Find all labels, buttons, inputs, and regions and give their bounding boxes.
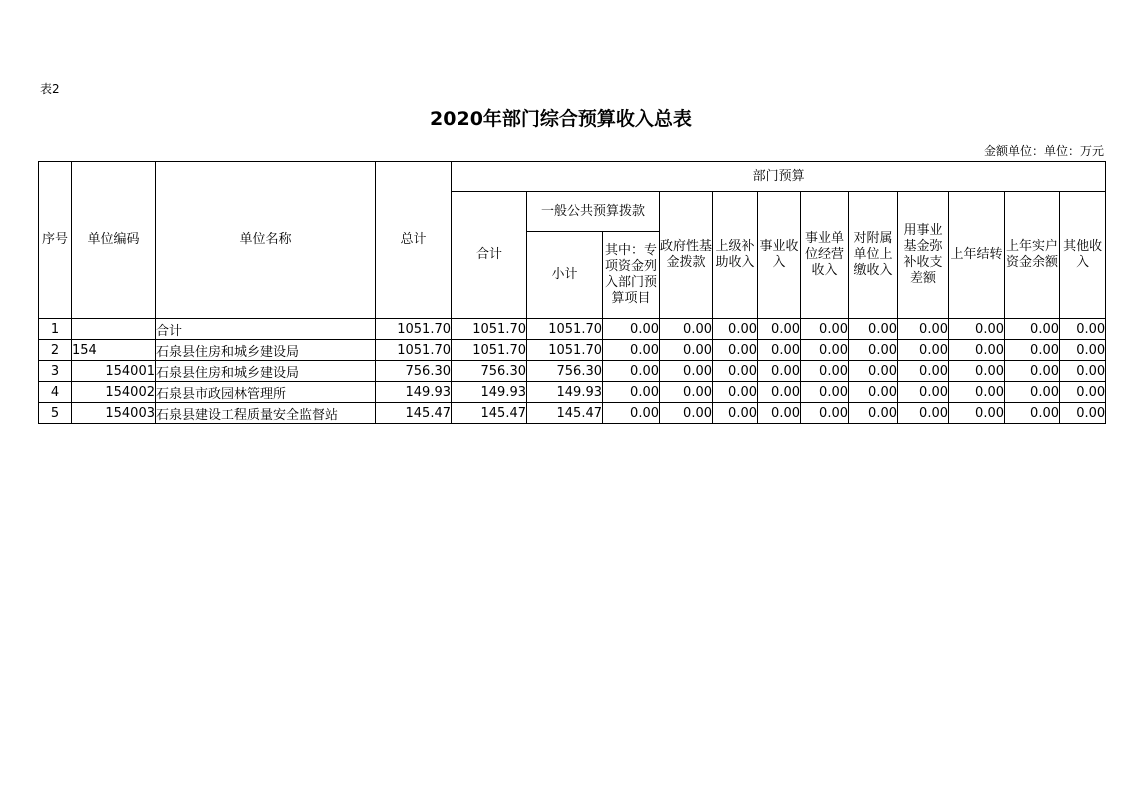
row-business: 0.00 [758, 361, 801, 382]
row-gov-fund: 0.00 [660, 403, 713, 424]
row-name: 石泉县住房和城乡建设局 [156, 340, 376, 361]
row-gov-fund: 0.00 [660, 382, 713, 403]
row-total: 149.93 [376, 382, 452, 403]
row-total: 145.47 [376, 403, 452, 424]
row-total: 1051.70 [376, 340, 452, 361]
header-general-public: 一般公共预算拨款 [527, 192, 660, 232]
row-seq: 3 [39, 361, 72, 382]
table-row [39, 319, 1106, 340]
header-seq: 序号 [39, 162, 72, 319]
row-business: 0.00 [758, 382, 801, 403]
table-row [39, 361, 1106, 382]
row-other: 0.00 [1060, 382, 1106, 403]
header-gov-fund: 政府性基金拨款 [660, 192, 713, 319]
row-upper: 0.00 [713, 382, 758, 403]
row-biz-unit: 0.00 [801, 403, 849, 424]
row-sum: 1051.70 [452, 319, 527, 340]
row-biz-unit: 0.00 [801, 361, 849, 382]
row-upper: 0.00 [713, 340, 758, 361]
row-small: 756.30 [527, 361, 603, 382]
row-balance: 0.00 [1005, 382, 1060, 403]
row-special: 0.00 [603, 319, 660, 340]
row-sum: 756.30 [452, 361, 527, 382]
budget-income-table [38, 161, 1106, 424]
row-code: 154003 [72, 403, 156, 424]
row-small: 149.93 [527, 382, 603, 403]
row-code [72, 319, 156, 340]
unit-note: 金额单位：单位：万元 [983, 144, 1104, 158]
row-biz-unit: 0.00 [801, 319, 849, 340]
header-last-year-carry: 上年结转 [949, 192, 1005, 319]
row-seq: 1 [39, 319, 72, 340]
row-biz-unit: 0.00 [801, 382, 849, 403]
header-business-income: 事业收入 [758, 192, 801, 319]
row-special: 0.00 [603, 403, 660, 424]
row-other: 0.00 [1060, 403, 1106, 424]
row-total: 1051.70 [376, 319, 452, 340]
row-business: 0.00 [758, 319, 801, 340]
row-upper: 0.00 [713, 361, 758, 382]
table-row [39, 340, 1106, 361]
row-affiliated: 0.00 [849, 403, 898, 424]
table-row [39, 403, 1106, 424]
row-other: 0.00 [1060, 340, 1106, 361]
row-name: 石泉县市政园林管理所 [156, 382, 376, 403]
row-affiliated: 0.00 [849, 382, 898, 403]
row-other: 0.00 [1060, 319, 1106, 340]
header-total: 总计 [376, 162, 452, 319]
row-fund-makeup: 0.00 [898, 382, 949, 403]
row-balance: 0.00 [1005, 319, 1060, 340]
row-business: 0.00 [758, 340, 801, 361]
header-unit-name: 单位名称 [156, 162, 376, 319]
row-total: 756.30 [376, 361, 452, 382]
table-label: 表2 [40, 82, 60, 96]
row-name: 合计 [156, 319, 376, 340]
table-row [39, 382, 1106, 403]
row-gov-fund: 0.00 [660, 361, 713, 382]
header-unit-code: 单位编码 [72, 162, 156, 319]
row-affiliated: 0.00 [849, 361, 898, 382]
row-upper: 0.00 [713, 319, 758, 340]
row-upper: 0.00 [713, 403, 758, 424]
row-business: 0.00 [758, 403, 801, 424]
row-fund-makeup: 0.00 [898, 319, 949, 340]
header-business-unit-income: 事业单位经营收入 [801, 192, 849, 319]
row-carry: 0.00 [949, 319, 1005, 340]
header-special-items: 其中：专项资金列入部门预算项目 [603, 232, 660, 319]
row-fund-makeup: 0.00 [898, 340, 949, 361]
row-seq: 4 [39, 382, 72, 403]
page-title: 2020年部门综合预算收入总表 [430, 108, 692, 130]
row-carry: 0.00 [949, 361, 1005, 382]
row-code: 154002 [72, 382, 156, 403]
row-balance: 0.00 [1005, 361, 1060, 382]
row-affiliated: 0.00 [849, 340, 898, 361]
row-carry: 0.00 [949, 340, 1005, 361]
row-special: 0.00 [603, 361, 660, 382]
row-seq: 5 [39, 403, 72, 424]
row-seq: 2 [39, 340, 72, 361]
header-small-total: 小计 [527, 232, 603, 319]
row-sum: 149.93 [452, 382, 527, 403]
row-sum: 145.47 [452, 403, 527, 424]
row-name: 石泉县建设工程质量安全监督站 [156, 403, 376, 424]
row-affiliated: 0.00 [849, 319, 898, 340]
row-name: 石泉县住房和城乡建设局 [156, 361, 376, 382]
row-fund-makeup: 0.00 [898, 361, 949, 382]
header-affiliated-income: 对附属单位上缴收入 [849, 192, 898, 319]
row-special: 0.00 [603, 340, 660, 361]
row-small: 1051.70 [527, 340, 603, 361]
row-carry: 0.00 [949, 382, 1005, 403]
header-sum: 合计 [452, 192, 527, 319]
row-balance: 0.00 [1005, 340, 1060, 361]
row-biz-unit: 0.00 [801, 340, 849, 361]
row-code: 154001 [72, 361, 156, 382]
row-gov-fund: 0.00 [660, 340, 713, 361]
row-code: 154 [72, 340, 156, 361]
header-fund-makeup: 用事业基金弥补收支差额 [898, 192, 949, 319]
header-upper-subsidy: 上级补助收入 [713, 192, 758, 319]
header-other-income: 其他收入 [1060, 192, 1106, 319]
row-carry: 0.00 [949, 403, 1005, 424]
header-dept-budget: 部门预算 [452, 162, 1106, 192]
row-sum: 1051.70 [452, 340, 527, 361]
row-fund-makeup: 0.00 [898, 403, 949, 424]
row-other: 0.00 [1060, 361, 1106, 382]
row-special: 0.00 [603, 382, 660, 403]
header-last-year-balance: 上年实户资金余额 [1005, 192, 1060, 319]
row-gov-fund: 0.00 [660, 319, 713, 340]
row-small: 145.47 [527, 403, 603, 424]
row-small: 1051.70 [527, 319, 603, 340]
row-balance: 0.00 [1005, 403, 1060, 424]
